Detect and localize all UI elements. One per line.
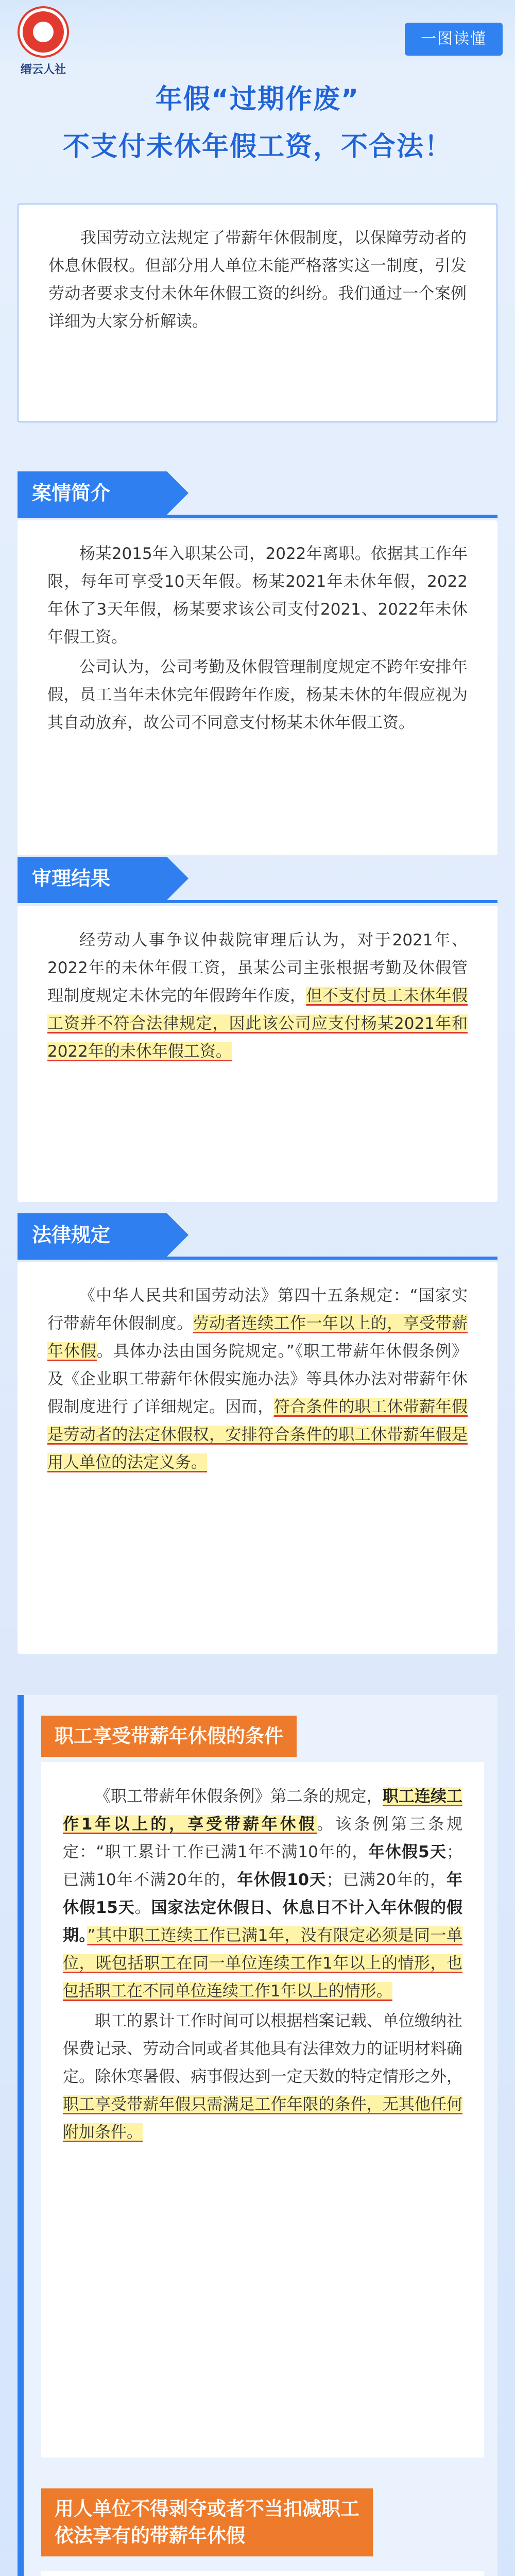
intro-card [18, 204, 497, 422]
logo-text: 缙云人社 [20, 63, 66, 76]
cond-text-g: ；已满20年的， [326, 1871, 447, 1889]
cond-text-i: 。 [134, 1899, 151, 1917]
subsection-title-conditions: 职工享受带薪年休假的条件 [41, 1716, 297, 1757]
cond-highlight-k: ”其中职工连续工作已满1年，没有限定必须是同一单位，既包括职工在同一单位连续工作1年以上的情形，也包括职工在不同单位连续工作1年以上的情形。 [63, 1926, 462, 2001]
law-highlight-1: 劳动者连续工作一年以上的，享受带薪年休假 [47, 1314, 468, 1361]
law-paragraph [47, 1282, 468, 1477]
law-card [18, 1262, 497, 1654]
cond-highlight-p2b: 职工享受带薪年假只需满足工作年限的条件，无其他任何附加条件。 [63, 2095, 462, 2142]
result-paragraph [47, 926, 468, 1065]
logo-icon [12, 8, 74, 76]
law-text-c: 。具体办法由国务院规定。”《职工带薪年休假条例》及《企业职工带薪年休假实施办法》等具体办法对带薪年休假制度进行了详细规定。因而， [47, 1342, 468, 1416]
result-text: 经劳动人事争议仲裁院审理后认为，对于2021年、2022年的未休年假工资，虽某公司主张根据考勤及休假管理制度规定未休完的年假跨年作废， [47, 931, 468, 1005]
cond-bold-h: 年休假15天 [63, 1871, 462, 1917]
cond-bold-f: 年休假10天 [237, 1871, 327, 1889]
section-title-law: 法律规定 [18, 1213, 167, 1257]
case-paragraph-1: 杨某2015年入职某公司，2022年离职。依据其工作年限，每年可享受10天年假。杨某2021年未休年假，2022年休了3天年假，杨某要求该公司支付2021、2022年未休年假工资。 [47, 545, 468, 647]
cond-bold-j: 国家法定休假日、休息日不计入年休假的假期。 [63, 1899, 463, 1945]
cond-bold-d: 年休假5天 [368, 1843, 447, 1861]
result-highlight: 但不支付员工未休年假工资并不符合法律规定，因此该公司应支付杨某2021年和2022年的未休年假工资。 [47, 987, 468, 1061]
case-card [18, 520, 497, 855]
detail-panel-bar [18, 1695, 24, 2576]
result-card [18, 906, 497, 1202]
cond-text-p2a: 职工的累计工作时间可以根据档案记载、单位缴纳社保费记录、劳动合同或者其他具有法律效力的证明材料确定。除休寒暑假、病事假达到一定天数的特定情形之外， [63, 2012, 462, 2086]
section-title-result: 审理结果 [18, 857, 167, 900]
law-highlight-2: 符合条件的职工休带薪年假是劳动者的法定休假权，安排符合条件的职工休带薪年假是用人单位的法定义务。 [47, 1398, 468, 1472]
conditions-card [41, 1762, 484, 2458]
category-badge: 一图读懂 [405, 23, 503, 56]
header [0, 0, 515, 191]
cond-text-c: 。该条例第三条规定：“职工累计工作已满1年不满10年的， [63, 1815, 463, 1861]
law-text-a: 《中华人民共和国劳动法》第四十五条规定：“国家实行带薪年休假制度。 [47, 1286, 468, 1333]
intro-text: 我国劳动立法规定了带薪年休假制度，以保障劳动者的休息休假权。但部分用人单位未能严格落实这一制度，引发劳动者要求支付未休年休假工资的纠纷。我们通过一个案例详细为大家分析解读。 [48, 229, 467, 331]
conditions-paragraph-1 [63, 1783, 462, 2005]
refuse-card [41, 2571, 484, 2576]
conditions-paragraph-2 [63, 2007, 462, 2146]
refuse-title-line2: 依法享有的带薪年休假 [55, 2524, 245, 2547]
section-title-case: 案情简介 [18, 471, 167, 515]
subsection-title-refuse [41, 2488, 373, 2556]
cond-text-a: 《职工带薪年休假条例》第二条的规定， [95, 1787, 383, 1806]
refuse-title-line1: 用人单位不得剥夺或者不当扣减职工 [55, 2498, 359, 2520]
cond-text-e: ；已满10年不满20年的， [63, 1843, 462, 1889]
logo-circle [20, 8, 67, 56]
case-paragraph-2: 公司认为，公司考勤及休假管理制度规定不跨年安排年假，员工当年未休完年假跨年作废，杨某未休的年假应视为其自动放弃，故公司不同意支付杨某未休年假工资。 [47, 658, 468, 732]
cond-highlight-b: 职工连续工作1年以上的，享受带薪年休假 [63, 1787, 463, 1834]
page-title-line1: 年假“过期作废” [155, 84, 360, 115]
page-title-line2: 不支付未休年假工资，不合法！ [62, 131, 452, 162]
